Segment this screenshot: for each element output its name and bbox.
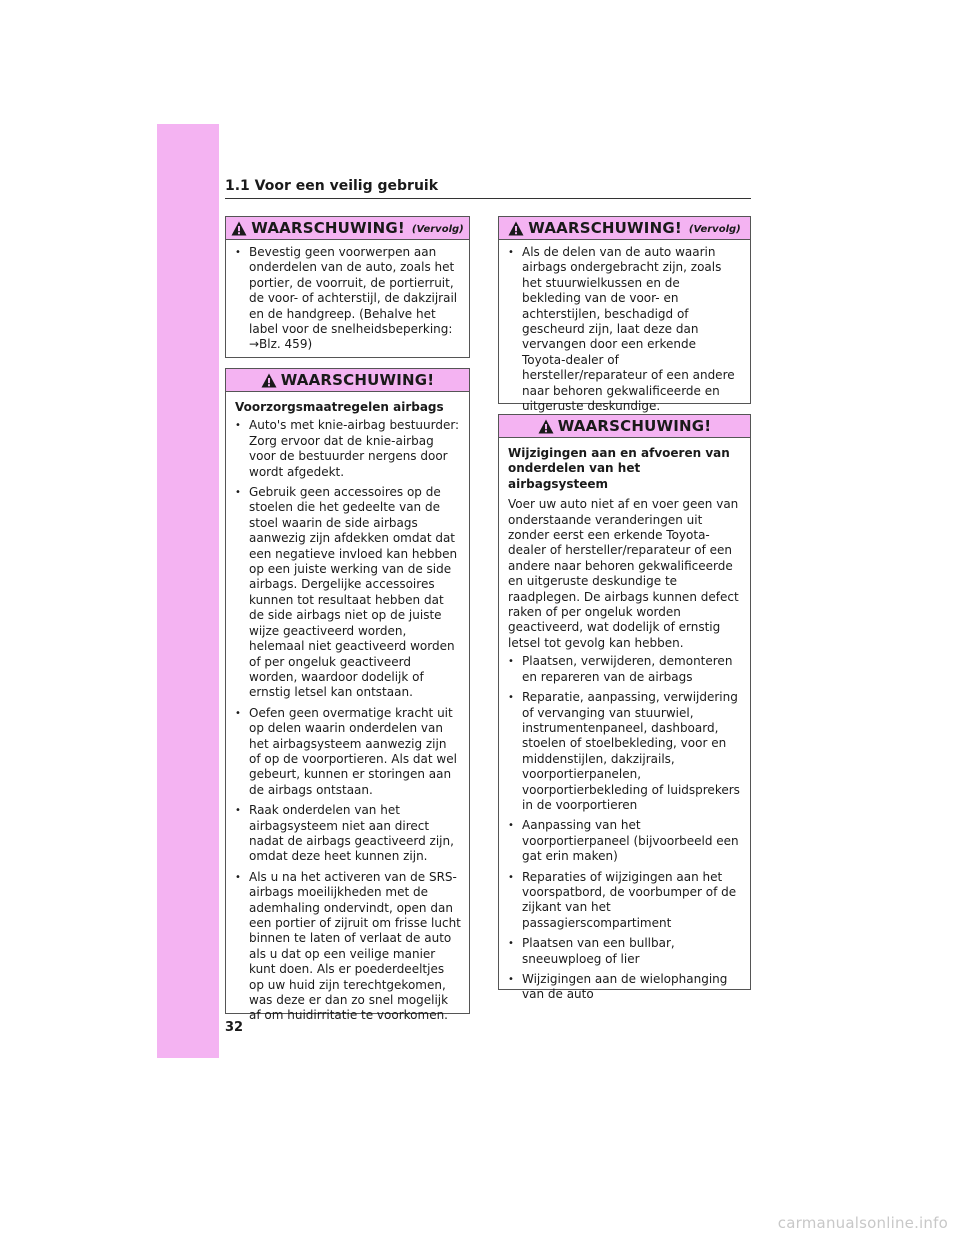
warning-box-header: [226, 217, 469, 240]
list-item: • Plaatsen, verwijderen, demonteren en repareren van de airbags: [508, 654, 742, 685]
warning-box-airbag-precautions: [225, 368, 470, 1023]
warning-triangle-icon: [231, 221, 247, 236]
warning-title: WAARSCHUWING!: [251, 219, 405, 237]
section-header: 1.1 Voor een veilig gebruik: [225, 178, 751, 199]
subheading: Voorzorgsmaatregelen airbags: [235, 400, 444, 414]
warning-triangle-icon: [508, 221, 524, 236]
warning-triangle-icon: [538, 419, 554, 434]
list-item: • Auto's met knie-airbag bestuurder: Zorg ervoor dat de knie-airbag voor de bestuurder nergens door wordt afgedekt.: [235, 418, 461, 480]
subheading: Wijzigingen aan en afvoeren van onderdelen van het airbagsysteem: [508, 446, 730, 491]
warning-title: WAARSCHUWING!: [557, 417, 712, 435]
warning-title: WAARSCHUWING!: [280, 371, 435, 389]
continued-label: (Vervolg): [411, 224, 464, 235]
watermark: carmanualsonline.info: [777, 1214, 948, 1232]
warning-triangle-icon: [261, 373, 277, 388]
list-item: • Aanpassing van het voorportierpaneel (bijvoorbeeld een gat erin maken): [508, 818, 742, 864]
continued-label: (Vervolg): [688, 224, 741, 235]
list-item: • Plaatsen van een bullbar, sneeuwploeg of lier: [508, 936, 742, 967]
list-item: • Wijzigingen aan de wielophanging van de auto: [508, 972, 742, 1003]
warning-box-continued-2: [498, 216, 751, 414]
list-item: • Raak onderdelen van het airbagsysteem niet aan direct nadat de airbags geactiveerd zijn, omdat deze heet kunnen zijn.: [235, 803, 461, 865]
chapter-side-tab: [157, 124, 219, 1058]
warning-box-airbag-modifications: [498, 414, 751, 1002]
list-item: • Oefen geen overmatige kracht uit op delen waarin onderdelen van het airbagsysteem aanwezig zijn of op de voorportieren. Als dat wel gebeurt, kunnen er storingen aan de airbags ontstaan.: [235, 706, 461, 798]
list-item: • Bevestig geen voorwerpen aan onderdelen van de auto, zoals het portier, de voorruit, de portierruit, de voor- of achterstijl, de dakzijrail en de handgreep. (Behalve het label voor de snelheidsbeperking: →Blz. 459): [235, 245, 461, 353]
list-item: • Als de delen van de auto waarin airbags ondergebracht zijn, zoals het stuurwielkussen en de bekleding van de voor- en achterstijlen, beschadigd of gescheurd zijn, laat deze dan vervangen door een erkende Toyota-dealer of hersteller/reparateur of een andere naar behoren gekwalificeerde en uitgeruste deskundige.: [508, 245, 742, 414]
list-item: • Als u na het activeren van de SRS-airbags moeilijkheden met de ademhaling ondervindt, open dan een portier of zijruit om frisse lucht binnen te laten of verlaat de auto als u dat op een veilige manier kunt doen. Als er poederdeeltjes op uw huid zijn terechtgekomen, was deze er dan zo snel mogelijk af om huidirritatie te voorkomen.: [235, 870, 461, 1024]
page-number: 32: [225, 1020, 244, 1035]
list-item: • Reparatie, aanpassing, verwijdering of vervanging van stuurwiel, instrumentenpaneel, dashboard, stoelen of stoelbekleding, voor en middenstijlen, dakzijrails, voorportierpanelen, voorportierbekleding of luidsprekers in de voorportieren: [508, 690, 742, 813]
warning-title: WAARSCHUWING!: [528, 219, 682, 237]
warning-box-header: [226, 369, 469, 392]
list-item: • Reparaties of wijzigingen aan het voorspatbord, de voorbumper of de zijkant van het passagierscompartiment: [508, 870, 742, 932]
body-paragraph: Voer uw auto niet af en voer geen van onderstaande veranderingen uit zonder eerst een erkende Toyota-dealer of hersteller/reparateur of een andere naar behoren gekwalificeerde en uitgeruste deskundige te raadplegen. De airbags kunnen defect raken of per ongeluk worden geactiveerd, wat dodelijk of ernstig letsel tot gevolg kan hebben.: [508, 497, 739, 650]
warning-box-continued-1: [225, 216, 470, 358]
warning-box-header: [499, 217, 750, 240]
warning-box-header: [499, 415, 750, 438]
list-item: • Gebruik geen accessoires op de stoelen die het gedeelte van de stoel waarin de side airbags aanwezig zijn afdekken omdat dat een negatieve invloed kan hebben op een juiste werking van de side airbags. Dergelijke accessoires kunnen tot resultaat hebben dat de side airbags niet op de juiste wijze geactiveerd worden, helemaal niet geactiveerd worden of per ongeluk geactiveerd worden, waardoor dodelijk of ernstig letsel kan ontstaan.: [235, 485, 461, 701]
